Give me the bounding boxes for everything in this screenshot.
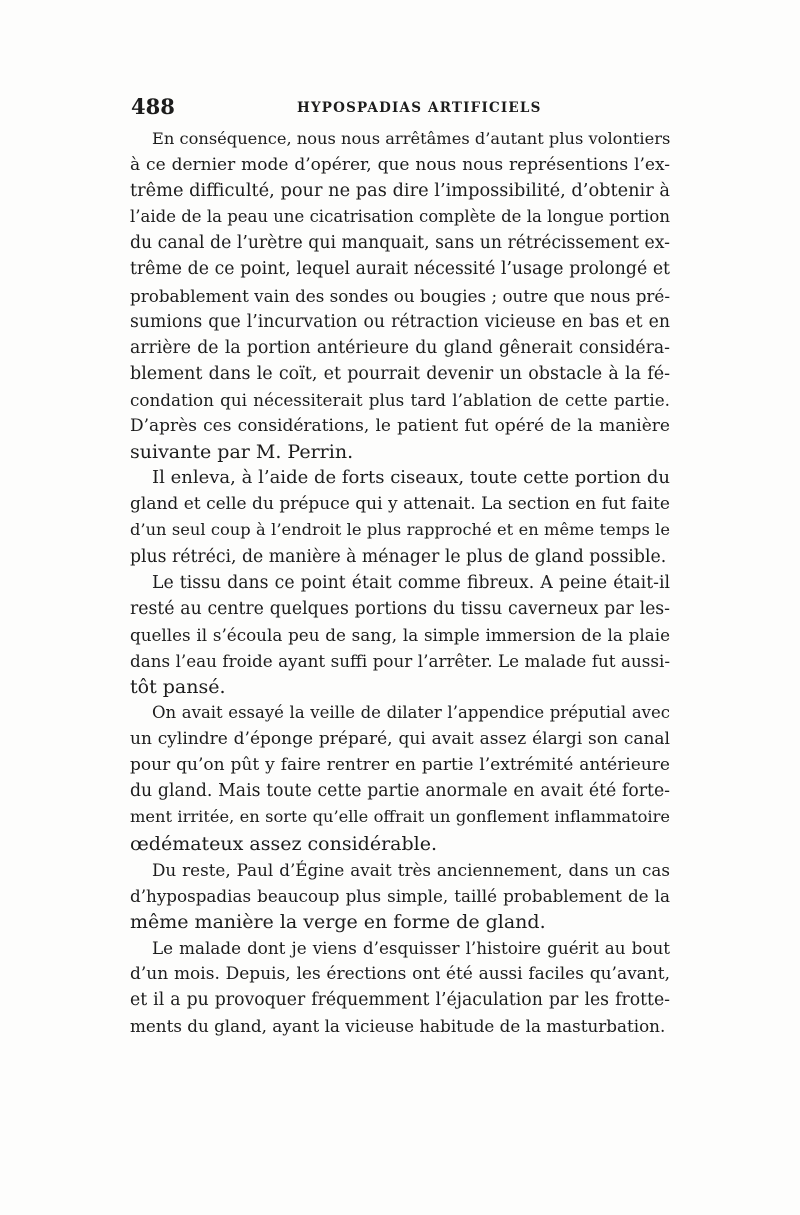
text-line: arrière de la portion antérieure du gland gênerait considéra- [130,337,670,358]
text-line: trême de ce point, lequel aurait nécessité l’usage prolongé et [130,259,670,280]
text-line: gland et celle du prépuce qui y attenait. La section en fut faite [130,494,670,515]
text-line: tôt pansé. [130,675,226,698]
text-line: Du reste, Paul d’Égine avait très anciennement, dans un cas [152,859,670,880]
text-line: Le malade dont je viens d’esquisser l’histoire guérit au bout [152,937,670,958]
text-line: resté au centre quelques portions du tissu caverneux par les- [130,598,670,619]
text-line: En conséquence, nous nous arrêtâmes d’autant plus volontiers [152,129,671,148]
text-line: trême difficulté, pour ne pas dire l’impossibilité, d’obtenir à [130,181,670,202]
paragraph [130,465,670,569]
text-line: quelles il s’écoula peu de sang, la simple immersion de la plaie [130,624,670,645]
text-line: un cylindre d’éponge préparé, qui avait assez élargi son canal [130,729,670,750]
text-line: d’un mois. Depuis, les érections ont été aussi faciles qu’avant, [130,964,670,984]
text-line: et il a pu provoquer fréquemment l’éjaculation par les frotte- [130,990,670,1011]
running-head [131,92,671,122]
text-line: blement dans le coït, et pourrait devenir un obstacle à la fé- [130,363,670,384]
text-line: condation qui nécessiterait plus tard l’ablation de cette partie. [130,389,670,410]
text-line: dans l’eau froide ayant suffi pour l’arrêter. Le malade fut aussi- [130,650,670,671]
text-line: ment irritée, en sorte qu’elle offrait un gonflement inflammatoire [130,807,670,827]
text-line: d’hypospadias beaucoup plus simple, taillé probablement de la [130,885,670,906]
text-line: même manière la verge en forme de gland. [130,910,546,933]
body-text [130,126,670,1039]
text-line: suivante par M. Perrin. [130,441,354,464]
text-line: On avait essayé la veille de dilater l’appendice préputial avec [152,703,670,723]
text-line: sumions que l’incurvation ou rétraction vicieuse en bas et en [130,311,670,332]
text-line: ments du gland, ayant la vicieuse habitude de la masturbation. [130,1016,666,1037]
text-line: pour qu’on pût y faire rentrer en partie l’extrémité antérieure [130,755,670,776]
paragraph [130,700,670,857]
text-line: Il enleva, à l’aide de forts ciseaux, toute cette portion du [152,467,670,489]
running-title: HYPOSPADIAS ARTIFICIELS [297,100,542,116]
text-line: œdémateux assez considérable. [130,832,438,855]
paragraph [130,935,670,1039]
paragraph [130,570,670,700]
paragraph [130,126,670,465]
text-line: du canal de l’urètre qui manquait, sans un rétrécissement ex- [130,233,670,254]
page-number: 488 [131,94,175,119]
text-line: à ce dernier mode d’opérer, que nous nous représentions l’ex- [130,155,670,176]
paragraph [130,857,670,935]
text-line: l’aide de la peau une cicatrisation complète de la longue portion [130,207,670,227]
text-line: probablement vain des sondes ou bougies ; outre que nous pré- [130,285,670,306]
text-line: du gland. Mais toute cette partie anormale en avait été forte- [130,781,670,802]
text-line: Le tissu dans ce point était comme fibreux. A peine était-il [152,572,670,593]
text-line: d’un seul coup à l’endroit le plus rapproché et en même temps le [130,520,670,540]
text-line: D’après ces considérations, le patient fut opéré de la manière [130,416,670,437]
text-line: plus rétréci, de manière à ménager le plus de gland possible. [130,546,667,567]
